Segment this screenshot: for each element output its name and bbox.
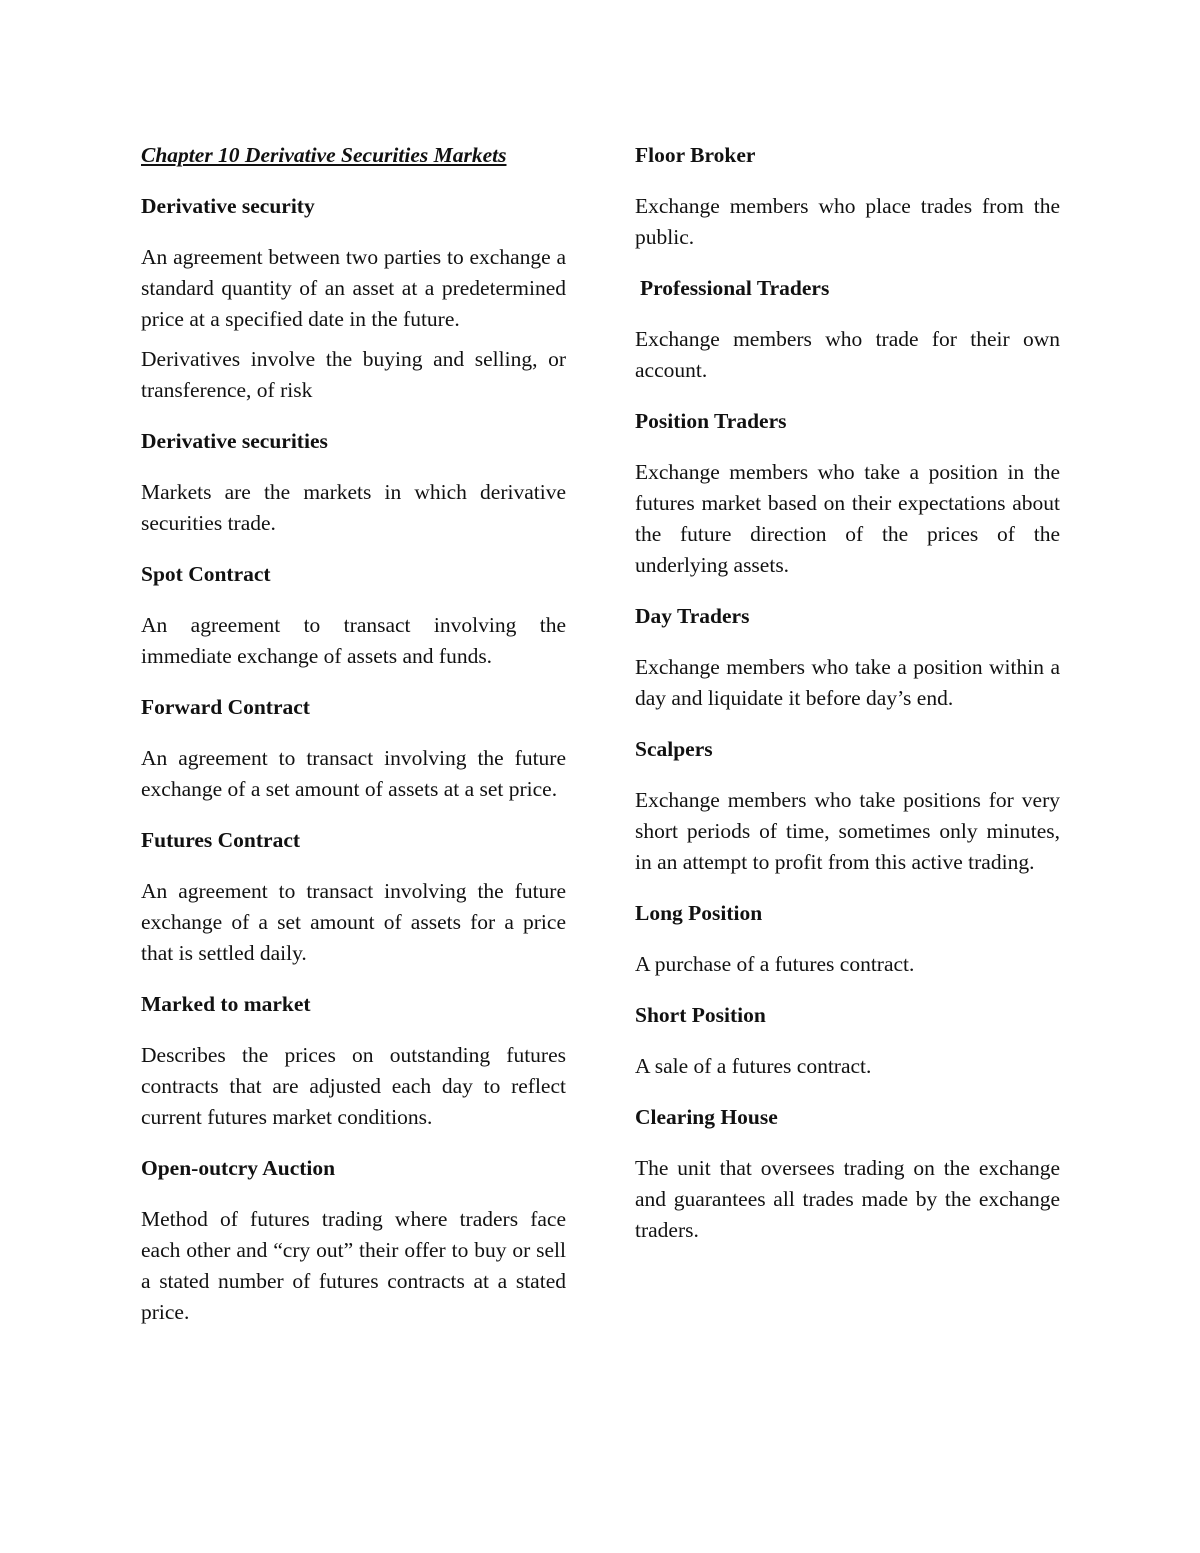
term-clearing-house: Clearing House bbox=[635, 1105, 778, 1129]
term-open-outcry-auction: Open-outcry Auction bbox=[141, 1156, 336, 1180]
definition-scalpers: Exchange members who take positions for very short periods of time, sometimes only minutes, in an attempt to profit from this active trading. bbox=[635, 788, 1060, 874]
term-day-traders: Day Traders bbox=[635, 604, 750, 628]
definition-derivative-security-2: Derivatives involve the buying and selling, or transference, of risk bbox=[141, 347, 566, 402]
term-position-traders: Position Traders bbox=[635, 409, 787, 433]
definition-long-position: A purchase of a futures contract. bbox=[635, 952, 915, 976]
term-futures-contract: Futures Contract bbox=[141, 828, 301, 852]
definition-position-traders: Exchange members who take a position in the futures market based on their expectations about the future direction of the prices of the underlying assets. bbox=[635, 460, 1060, 577]
term-forward-contract: Forward Contract bbox=[141, 695, 310, 719]
term-marked-to-market: Marked to market bbox=[141, 992, 311, 1016]
right-column bbox=[635, 140, 1060, 1266]
term-derivative-securities: Derivative securities bbox=[141, 429, 328, 453]
term-derivative-security: Derivative security bbox=[141, 194, 315, 218]
definition-marked-to-market: Describes the prices on outstanding futures contracts that are adjusted each day to reflect current futures market conditions. bbox=[141, 1043, 566, 1129]
definition-clearing-house: The unit that oversees trading on the exchange and guarantees all trades made by the exchange traders. bbox=[635, 1156, 1060, 1242]
term-short-position: Short Position bbox=[635, 1003, 766, 1027]
definition-short-position: A sale of a futures contract. bbox=[635, 1054, 872, 1078]
definition-forward-contract: An agreement to transact involving the future exchange of a set amount of assets at a set price. bbox=[141, 746, 566, 801]
term-scalpers: Scalpers bbox=[635, 737, 713, 761]
definition-futures-contract: An agreement to transact involving the future exchange of a set amount of assets for a price that is settled daily. bbox=[141, 879, 566, 965]
term-spot-contract: Spot Contract bbox=[141, 562, 271, 586]
definition-day-traders: Exchange members who take a position within a day and liquidate it before day’s end. bbox=[635, 655, 1060, 710]
left-column bbox=[141, 140, 566, 1348]
definition-derivative-security-1: An agreement between two parties to exchange a standard quantity of an asset at a predetermined price at a specified date in the future. bbox=[141, 245, 566, 331]
term-floor-broker: Floor Broker bbox=[635, 143, 756, 167]
chapter-title: Chapter 10 Derivative Securities Markets bbox=[141, 143, 507, 167]
definition-floor-broker: Exchange members who place trades from the public. bbox=[635, 194, 1060, 249]
definition-professional-traders: Exchange members who trade for their own account. bbox=[635, 327, 1060, 382]
term-long-position: Long Position bbox=[635, 901, 763, 925]
term-professional-traders: Professional Traders bbox=[640, 276, 830, 300]
definition-spot-contract: An agreement to transact involving the immediate exchange of assets and funds. bbox=[141, 613, 566, 668]
definition-derivative-securities: Markets are the markets in which derivative securities trade. bbox=[141, 480, 566, 535]
definition-open-outcry-auction: Method of futures trading where traders face each other and “cry out” their offer to buy or sell a stated number of futures contracts at a stated price. bbox=[141, 1207, 566, 1324]
